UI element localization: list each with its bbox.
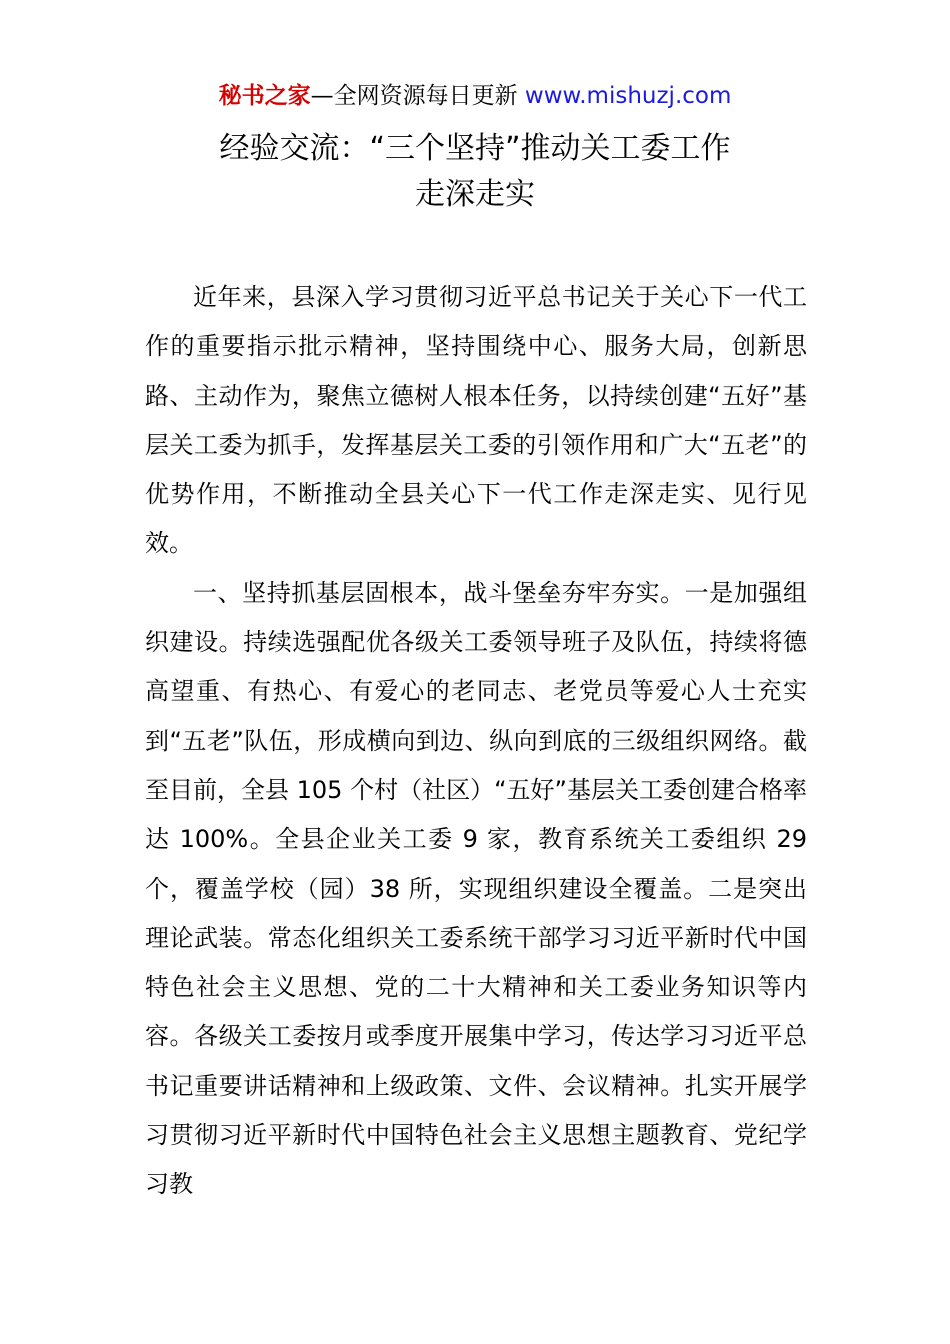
- document-title: [0, 126, 950, 218]
- paragraph-intro: 近年来，县深入学习贯彻习近平总书记关于关心下一代工作的重要指示批示精神，坚持围绕中心、服务大局，创新思路、主动作为，聚焦立德树人根本任务，以持续创建“五好”基层关工委为抓手，发挥基层关工委的引领作用和广大“五老”的优势作用，不断推动全县关心下一代工作走深走实、见行见效。: [145, 283, 807, 558]
- paragraph-section-1: 一、坚持抓基层固根本，战斗堡垒夯牢夯实。一是加强组织建设。持续选强配优各级关工委领导班子及队伍，持续将德高望重、有热心、有爱心的老同志、老党员等爱心人士充实到“五老”队伍，形成横向到边、纵向到底的三级组织网络。截至目前，全县 105 个村（社区）“五好”基层关工委创建合格率达 100%。全县企业关工委 9 家，教育系统关工委组织 29 个，覆盖学校（园）38 所，实现组织建设全覆盖。二是突出理论武装。常态化组织关工委系统干部学习习近平新时代中国特色社会主义思想、党的二十大精神和关工委业务知识等内容。各级关工委按月或季度开展集中学习，传达学习习近平总书记重要讲话精神和上级政策、文件、会议精神。扎实开展学习贯彻习近平新时代中国特色社会主义思想主题教育、党纪学习教: [145, 578, 807, 1199]
- title-line-2: 走深走实: [415, 177, 535, 212]
- site-url-link[interactable]: www.mishuzj.com: [524, 83, 732, 109]
- title-line-1: 经验交流：“三个坚持”推动关工委工作: [219, 131, 731, 166]
- header-tagline: —全网资源每日更新: [310, 83, 525, 109]
- brand-name: 秘书之家: [218, 83, 311, 109]
- article-body: [145, 273, 807, 1210]
- site-header: [0, 80, 950, 112]
